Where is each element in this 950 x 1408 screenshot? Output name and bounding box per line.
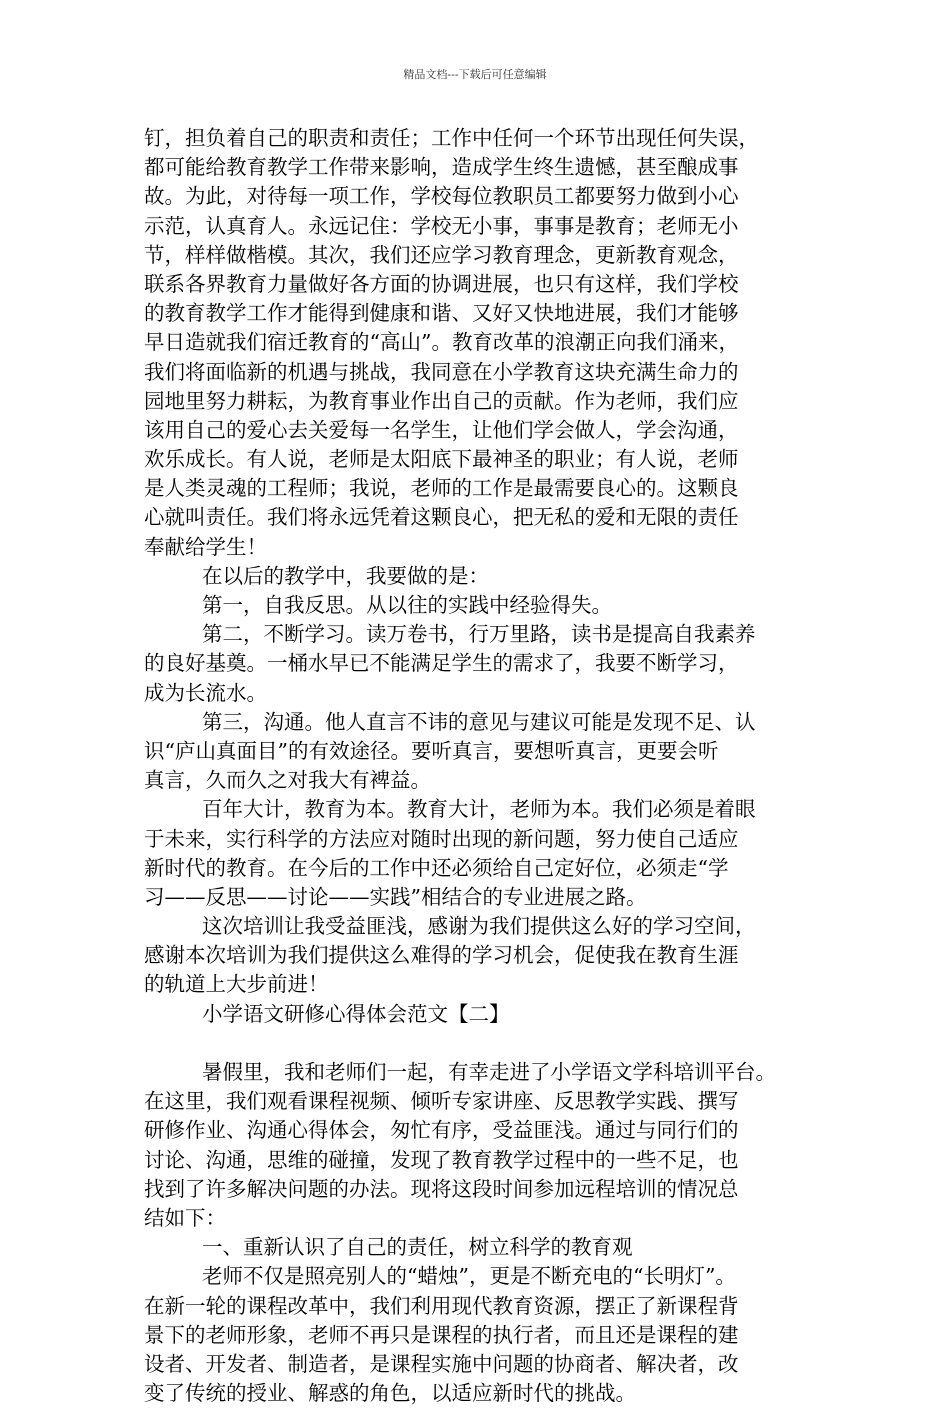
text-line: 在新一轮的课程改革中，我们利用现代教育资源，摆正了新课程背: [144, 1293, 739, 1318]
text-line: 奉献给学生！: [144, 534, 267, 559]
blank-line: [144, 1029, 814, 1058]
text-line: 欢乐成长。有人说，老师是太阳底下最神圣的职业；有人说，老师: [144, 447, 739, 472]
text-line: 早日造就我们宿迁教育的“高山”。教育改革的浪潮正向我们涌来，: [144, 330, 739, 355]
text-line: 钉，担负着自己的职责和责任；工作中任何一个环节出现任何失误，: [144, 126, 759, 150]
text-line: 找到了许多解决问题的办法。现将这段时间参加远程培训的情况总: [144, 1176, 739, 1201]
text-line: 第三，沟通。他人直言不讳的意见与建议可能是发现不足、认: [202, 709, 756, 734]
text-line: 这次培训让我受益匪浅，感谢为我们提供这么好的学习空间，: [202, 914, 756, 939]
text-line: 的教育教学工作才能得到健康和谐、又好又快地进展，我们才能够: [144, 301, 739, 326]
text-line: 联系各界教育力量做好各方面的协调进展，也只有这样，我们学校: [144, 271, 739, 296]
text-line: 示范，认真育人。永远记住：学校无小事，事事是教育；老师无小: [144, 213, 739, 238]
text-line: 真言，久而久之对我大有裨益。: [144, 768, 431, 793]
text-line: 感谢本次培训为我们提供这么难得的学习机会，促使我在教育生涯: [144, 943, 739, 968]
subheading: 一、重新认识了自己的责任，树立科学的教育观: [202, 1235, 633, 1260]
text-line: 成为长流水。: [144, 680, 267, 705]
text-line: 的轨道上大步前进！: [144, 972, 329, 997]
text-line: 习——反思——讨论——实践”相结合的专业进展之路。: [144, 884, 647, 909]
text-line: 节，样样做楷模。其次，我们还应学习教育理念，更新教育观念，: [144, 242, 739, 267]
text-line: 讨论、沟通，思维的碰撞，发现了教育教学过程中的一些不足，也: [144, 1147, 739, 1172]
document-body: [144, 124, 814, 1408]
text-line: 结如下：: [144, 1205, 226, 1230]
text-line: 在以后的教学中，我要做的是：: [202, 563, 489, 588]
text-line: 百年大计，教育为本。教育大计，老师为本。我们必须是着眼: [202, 797, 756, 822]
text-line: 第一，自我反思。从以往的实践中经验得失。: [202, 593, 612, 617]
text-line: 的良好基奠。一桶水早已不能满足学生的需求了，我要不断学习，: [144, 651, 739, 676]
text-line: 暑假里，我和老师们一起，有幸走进了小学语文学科培训平台。: [202, 1060, 776, 1084]
text-line: 我们将面临新的机遇与挑战，我同意在小学教育这块充满生命力的: [144, 359, 739, 384]
text-line: 园地里努力耕耘，为教育事业作出自己的贡献。作为老师，我们应: [144, 388, 739, 413]
section-heading: 小学语文研修心得体会范文【二】: [202, 1001, 510, 1026]
text-line: 新时代的教育。在今后的工作中还必须给自己定好位，必须走“学: [144, 855, 729, 880]
text-line: 是人类灵魂的工程师；我说，老师的工作是最需要良心的。这颗良: [144, 476, 739, 501]
text-line: 研修作业、沟通心得体会，匆忙有序，受益匪浅。通过与同行们的: [144, 1118, 739, 1143]
text-line: 景下的老师形象，老师不再只是课程的执行者，而且还是课程的建: [144, 1322, 739, 1347]
text-line: 变了传统的授业、解惑的角色，以适应新时代的挑战。: [144, 1381, 636, 1406]
text-line: 第二，不断学习。读万卷书，行万里路，读书是提高自我素养: [202, 622, 756, 647]
text-line: 识“庐山真面目”的有效途径。要听真言，要想听真言，更要会听: [144, 738, 719, 763]
text-line: 老师不仅是照亮别人的“蜡烛”，更是不断充电的“长明灯”。: [202, 1264, 736, 1289]
text-line: 都可能给教育教学工作带来影响，造成学生终生遗憾，甚至酿成事: [144, 155, 739, 180]
text-line: 故。为此，对待每一项工作，学校每位教职员工都要努力做到小心: [144, 184, 739, 209]
text-line: 设者、开发者、制造者，是课程实施中问题的协商者、解决者，改: [144, 1351, 739, 1376]
text-line: 该用自己的爱心去关爱每一名学生，让他们学会做人，学会沟通，: [144, 417, 739, 442]
text-line: 于未来，实行科学的方法应对随时出现的新问题，努力使自己适应: [144, 826, 739, 851]
text-line: 心就叫责任。我们将永远凭着这颗良心，把无私的爱和无限的责任: [144, 505, 739, 530]
text-line: 在这里，我们观看课程视频、倾听专家讲座、反思教学实践、撰写: [144, 1089, 739, 1114]
page-header: 精品文档---下载后可任意编辑: [403, 68, 547, 81]
